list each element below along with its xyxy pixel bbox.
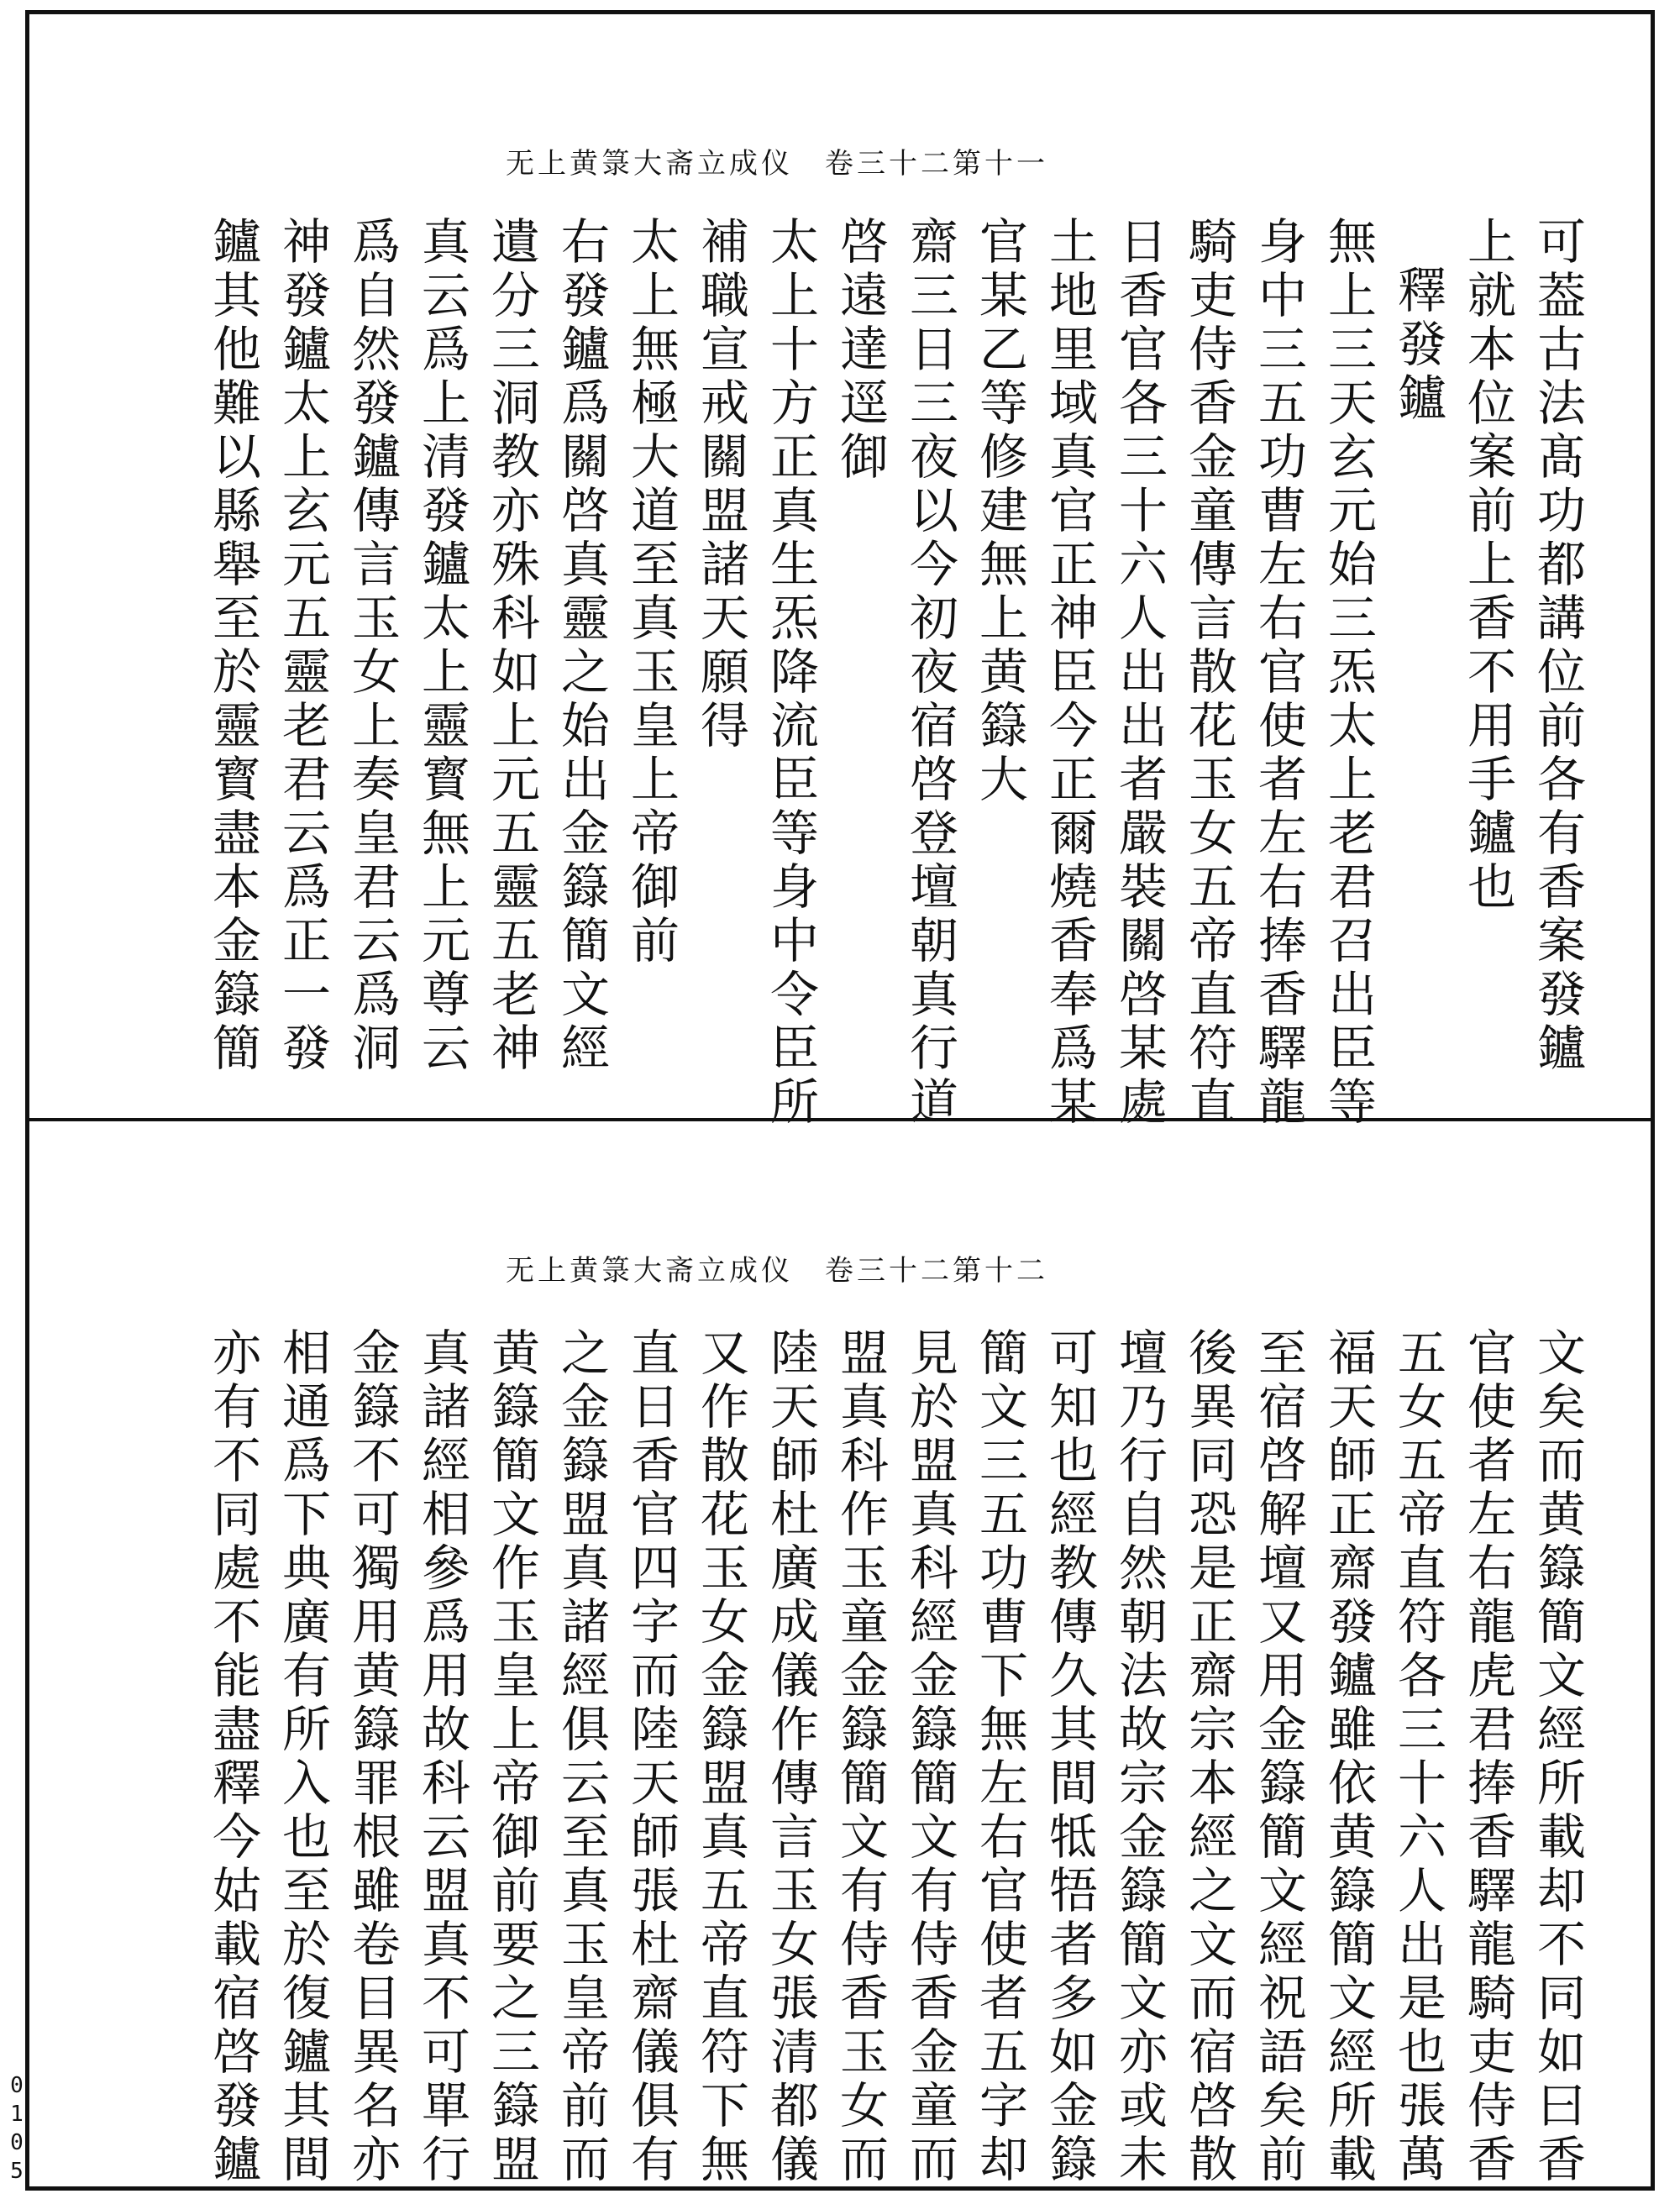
page-number-digit: 0	[10, 2073, 24, 2098]
text-column: 無上三天玄元始三炁太上老君召出臣等	[1320, 216, 1377, 1130]
scan-frame	[25, 10, 1655, 2191]
text-column: 右發鑪爲關啓真靈之始出金籙簡文經	[553, 216, 610, 1076]
text-column: 官使者左右龍虎君捧香驛龍騎吏侍香	[1459, 1327, 1516, 2187]
page-number-digit: 0	[10, 2130, 24, 2155]
text-column: 啓遠達逕御	[832, 216, 889, 485]
bottom-page	[29, 1121, 1651, 2186]
text-column: 釋發鑪	[1389, 265, 1446, 426]
text-column: 真云爲上清發鑪太上靈寳無上元尊云	[413, 216, 470, 1076]
text-column: 之金籙盟真諸經俱云至真玉皇帝前而	[553, 1327, 610, 2187]
text-column: 補職宣戒關盟諸天願得	[692, 216, 749, 753]
top-page	[29, 14, 1651, 1130]
text-column: 至宿啓解壇又用金籙簡文經祝語矣前	[1250, 1327, 1307, 2187]
text-column: 土地里域真官正神臣今正爾燒香奉爲某	[1041, 216, 1098, 1130]
text-column: 騎吏侍香金童傳言散花玉女五帝直符直	[1180, 216, 1237, 1130]
text-column: 見於盟真科經金籙簡文有侍香金童而	[901, 1327, 958, 2187]
text-column: 又作散花玉女金籙盟真五帝直符下無	[692, 1327, 749, 2187]
text-column: 身中三五功曹左右官使者左右捧香驛龍	[1250, 216, 1307, 1130]
page-number-digit: 5	[10, 2159, 24, 2184]
text-column: 陸天師杜廣成儀作傳言玉女張清都儀	[762, 1327, 819, 2187]
text-column: 可葢古法髙功都講位前各有香案發鑪	[1529, 216, 1586, 1076]
page-text	[197, 1327, 1592, 2187]
page-header: 无上黄箓大斋立成仪 卷三十二第十二	[506, 1254, 1048, 1288]
text-column: 太上十方正真生炁降流臣等身中令臣所	[762, 216, 819, 1130]
page-number-digit: 1	[10, 2102, 24, 2127]
text-column: 相通爲下典廣有所入也至於復鑪其間	[274, 1327, 331, 2187]
text-column: 直日香官四字而陸天師張杜齋儀俱有	[622, 1327, 680, 2187]
page-text	[197, 216, 1592, 1130]
text-column: 爲自然發鑪傳言玉女上奏皇君云爲洞	[344, 216, 401, 1076]
text-column: 文矣而黄籙簡文經所載却不同如曰香	[1529, 1327, 1586, 2187]
text-column: 真諸經相參爲用故科云盟真不可單行	[413, 1327, 470, 2187]
text-column: 後異同恐是正齋宗本經之文而宿啓散	[1180, 1327, 1237, 2187]
text-column: 可知也經教傳久其間牴牾者多如金籙	[1041, 1327, 1098, 2187]
text-column: 金籙不可獨用黄籙罪根雖卷目異名亦	[344, 1327, 401, 2187]
text-column: 日香官各三十六人出出者嚴裝關啓某處	[1110, 216, 1168, 1130]
text-column: 亦有不同處不能盡釋今姑載宿啓發鑪	[204, 1327, 261, 2187]
text-column: 福天師正齋發鑪雖依黄籙簡文經所載	[1320, 1327, 1377, 2187]
text-column: 上就本位案前上香不用手鑪也	[1459, 216, 1516, 915]
text-column: 盟真科作玉童金籙簡文有侍香玉女而	[832, 1327, 889, 2187]
text-column: 鑪其他難以縣舉至於靈寳盡本金籙簡	[204, 216, 261, 1076]
text-column: 太上無極大道至真玉皇上帝御前	[622, 216, 680, 968]
margin-page-number	[7, 2071, 27, 2186]
text-column: 簡文三五功曹下無左右官使者五字却	[971, 1327, 1028, 2187]
text-column: 齋三日三夜以今初夜宿啓登壇朝真行道	[901, 216, 958, 1130]
text-column: 黄籙簡文作玉皇上帝御前要之三籙盟	[483, 1327, 540, 2187]
text-column: 遺分三洞教亦殊科如上元五靈五老神	[483, 216, 540, 1076]
text-column: 官某乙等修建無上黄籙大	[971, 216, 1028, 807]
text-column: 壇乃行自然朝法故宗金籙簡文亦或未	[1110, 1327, 1168, 2187]
text-column: 五女五帝直符各三十六人出是也張萬	[1389, 1327, 1446, 2187]
text-column: 神發鑪太上玄元五靈老君云爲正一發	[274, 216, 331, 1076]
page-header: 无上黄箓大斋立成仪 卷三十二第十一	[506, 147, 1048, 181]
